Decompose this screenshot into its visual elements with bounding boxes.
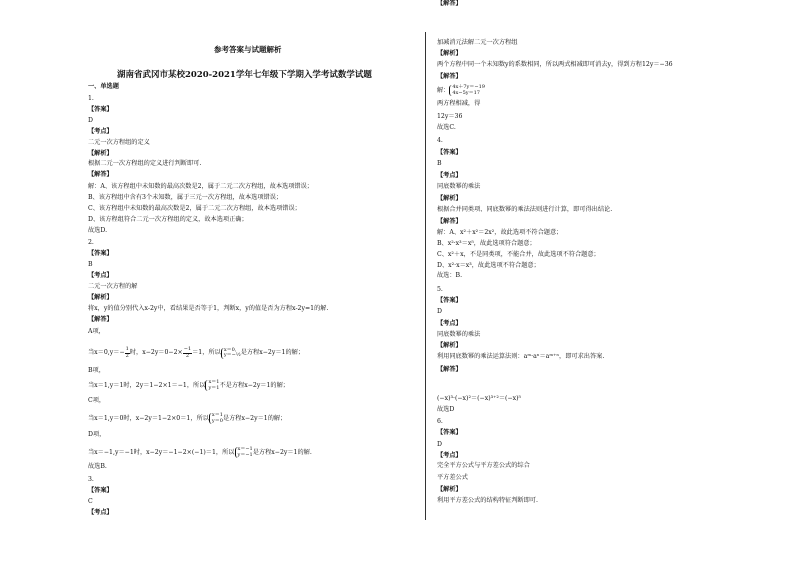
right-line-5: 12y＝36 — [437, 113, 463, 120]
left-line-12: D、该方程组符合二元一次方程组的定义，故本选项正确； — [88, 216, 248, 223]
right-line-10: 【考点】 — [437, 172, 462, 179]
exam-title: 湖南省武冈市某校2020-2021学年七年级下学期入学考试数学试题 — [117, 70, 372, 80]
right-line-36: 【解析】 — [437, 486, 462, 493]
system-right-row-1: 4x−5y＝17 — [452, 89, 480, 96]
sys-pre: 解： — [437, 86, 450, 94]
right-line-25: 【解析】 — [437, 342, 462, 349]
math-line-d — [88, 447, 312, 458]
right-line-1: 【解析】 — [437, 50, 462, 57]
left-line-22: A项， — [88, 328, 105, 335]
right-line-29: 故选D — [437, 406, 455, 413]
left-line-16: B — [88, 261, 93, 268]
a-end: 是方程x−2y＝1的解； — [240, 349, 305, 356]
math-line-a — [88, 347, 304, 359]
right-line-24: 同底数幂的乘法 — [437, 331, 481, 338]
left-line-4: 【考点】 — [88, 128, 113, 135]
system-c — [209, 413, 223, 424]
system-a-row-0: x＝0, — [223, 346, 237, 353]
right-line-19: 故选：B. — [437, 272, 463, 279]
right-line-27: 【解答】 — [437, 366, 462, 373]
fraction-neg-half-den: 2 — [185, 352, 190, 359]
right-line-20: 5. — [437, 286, 443, 293]
left-line-10: B、该方程组中含有3个未知数，属于三元一次方程组，故本选项错误； — [88, 194, 283, 201]
math-line-b — [88, 380, 289, 391]
right-line-12: 【解析】 — [437, 195, 462, 202]
right-line-30: 6. — [437, 418, 443, 425]
left-line-15: 【答案】 — [88, 250, 113, 257]
fraction-neg-half — [183, 347, 192, 359]
fraction-half-num: 1 — [125, 346, 129, 352]
system-b-row-1: y＝1 — [208, 384, 220, 391]
left-line-23: B项， — [88, 367, 105, 374]
left-line-30: 【考点】 — [88, 509, 113, 516]
system-d-row-0: x＝−1 — [237, 446, 253, 452]
right-line-17: C、x²＋x，不是同类项，不能合并，故此选项不符合题意； — [437, 251, 600, 258]
left-line-7: 根据二元一次方程组的定义进行判断即可. — [88, 160, 202, 167]
c-pre: 当x＝1,y＝0时，x−2y＝1−2×0＝1，所以 — [88, 414, 209, 422]
left-line-17: 【考点】 — [88, 272, 113, 279]
left-line-11: C、该方程组中未知数的最高次数是2，属于二元二次方程组，故本选项错误； — [88, 205, 301, 212]
a-mid: 时，x−2y＝0−2× — [129, 349, 183, 356]
left-line-25: D项， — [88, 431, 106, 438]
system-a-row-1: y＝−½ — [223, 352, 241, 358]
right-line-18: D、x²·x＝x³，故此选项不符合题意； — [437, 262, 540, 269]
left-line-5: 二元一次方程组的定义 — [88, 139, 150, 146]
left-line-27: 3. — [88, 476, 94, 483]
left-line-20: 将x，y的值分别代入x-2y中，看结果是否等于1，判断x，y的值是否为方程x-2y=1的解. — [88, 305, 329, 312]
right-line-16: B、x²·x³＝x⁵，故此选项符合题意； — [437, 240, 536, 247]
system-right — [449, 85, 485, 96]
right-line-15: 解：A、x²＋x²＝2x²，故此选项不符合题意； — [437, 229, 563, 236]
right-line-23: 【考点】 — [437, 320, 462, 327]
d-end: 是方程x−2y＝1的解. — [252, 448, 312, 456]
left-line-28: 【答案】 — [88, 487, 113, 494]
system-a — [221, 348, 241, 359]
left-line-29: C — [88, 498, 93, 505]
right-line-7: 4. — [437, 137, 443, 144]
system-d — [235, 447, 253, 458]
right-line-33: 【考点】 — [437, 452, 462, 459]
right-line-13: 根据合并同类项、同底数幂的乘法法则进行计算，即可得出结论. — [437, 206, 613, 213]
right-line-9: B — [437, 160, 442, 167]
left-line-19: 【解析】 — [88, 294, 113, 301]
left-line-21: 【解答】 — [88, 316, 113, 323]
right-line-28: (−x)³·(−x)²＝(−x)³⁺²＝(−x)⁵ — [437, 395, 522, 402]
right-line-22: D — [437, 308, 442, 315]
right-line-34: 完全平方公式与平方差公式的综合 — [437, 462, 530, 469]
math-line-system — [437, 85, 485, 96]
right-line-11: 同底数幂的乘法 — [437, 183, 481, 190]
left-line-13: 故选D. — [88, 227, 108, 234]
right-line-3: 【解答】 — [437, 73, 462, 80]
left-line-24: C项， — [88, 397, 106, 404]
right-line-2: 两个方程中同一个未知数y的系数相同，所以两式相减即可消去y，得到方程12y＝−36 — [437, 61, 673, 68]
right-line-21: 【答案】 — [437, 297, 462, 304]
right-line-6: 故选C. — [437, 124, 456, 131]
doc-title: 参考答案与试题解析 — [214, 45, 282, 54]
left-line-26: 故选B. — [88, 463, 107, 470]
fraction-half-den: 2 — [125, 352, 129, 359]
left-line-3: D — [88, 117, 93, 124]
right-line-26: 利用同底数幂的乘法运算法则：aᵐ·aⁿ＝aᵐ⁺ⁿ，即可求出答案. — [437, 353, 605, 360]
left-line-6: 【解析】 — [88, 150, 113, 157]
right-line-31: 【答案】 — [437, 429, 462, 436]
left-line-18: 二元一次方程的解 — [88, 283, 138, 290]
system-c-row-0: x＝1 — [211, 412, 223, 418]
system-c-row-1: y＝0 — [211, 417, 223, 424]
left-line-14: 2. — [88, 239, 94, 246]
column-divider — [425, 32, 426, 520]
right-line-0: 加减消元法解二元一次方程组 — [437, 39, 518, 46]
right-line-4: 两方程相减，得 — [437, 100, 481, 107]
left-line-9: 解：A、该方程组中未知数的最高次数是2，属于二元二次方程组，故本选项错误； — [88, 183, 313, 190]
math-line-c — [88, 413, 286, 424]
left-line-8: 【解答】 — [88, 171, 113, 178]
system-b — [205, 380, 219, 391]
right-line-14: 【解答】 — [437, 218, 462, 225]
d-pre: 当x＝−1,y＝−1时，x−2y＝−1−2×(−1)＝1，所以 — [88, 448, 235, 456]
c-end: 是方程x−2y＝1的解； — [222, 414, 287, 422]
left-line-0: 一、单选题 — [88, 83, 119, 90]
fraction-neg-half-num: −1 — [183, 346, 192, 352]
system-b-row-0: x＝1 — [208, 379, 220, 385]
left-line-1: 1. — [88, 95, 94, 102]
right-line-35: 平方差公式 — [437, 474, 468, 481]
right-line-8: 【答案】 — [437, 149, 462, 156]
a-pre: 当x＝0,y＝− — [88, 349, 125, 356]
left-line-2: 【答案】 — [88, 106, 113, 113]
right-line-38: 【解答】 — [437, 0, 462, 7]
a-post: ＝1，所以 — [192, 349, 221, 356]
b-end: 不是方程x−2y＝1的解； — [219, 381, 289, 389]
system-d-row-1: y＝−1 — [237, 451, 253, 458]
right-line-32: D — [437, 441, 442, 448]
right-line-37: 利用平方差公式的结构特征判断即可. — [437, 497, 538, 504]
system-right-row-0: 4x＋7y＝−19 — [452, 84, 485, 90]
b-pre: 当x＝1,y＝1时，2y＝1−2×1＝−1，所以 — [88, 381, 206, 389]
